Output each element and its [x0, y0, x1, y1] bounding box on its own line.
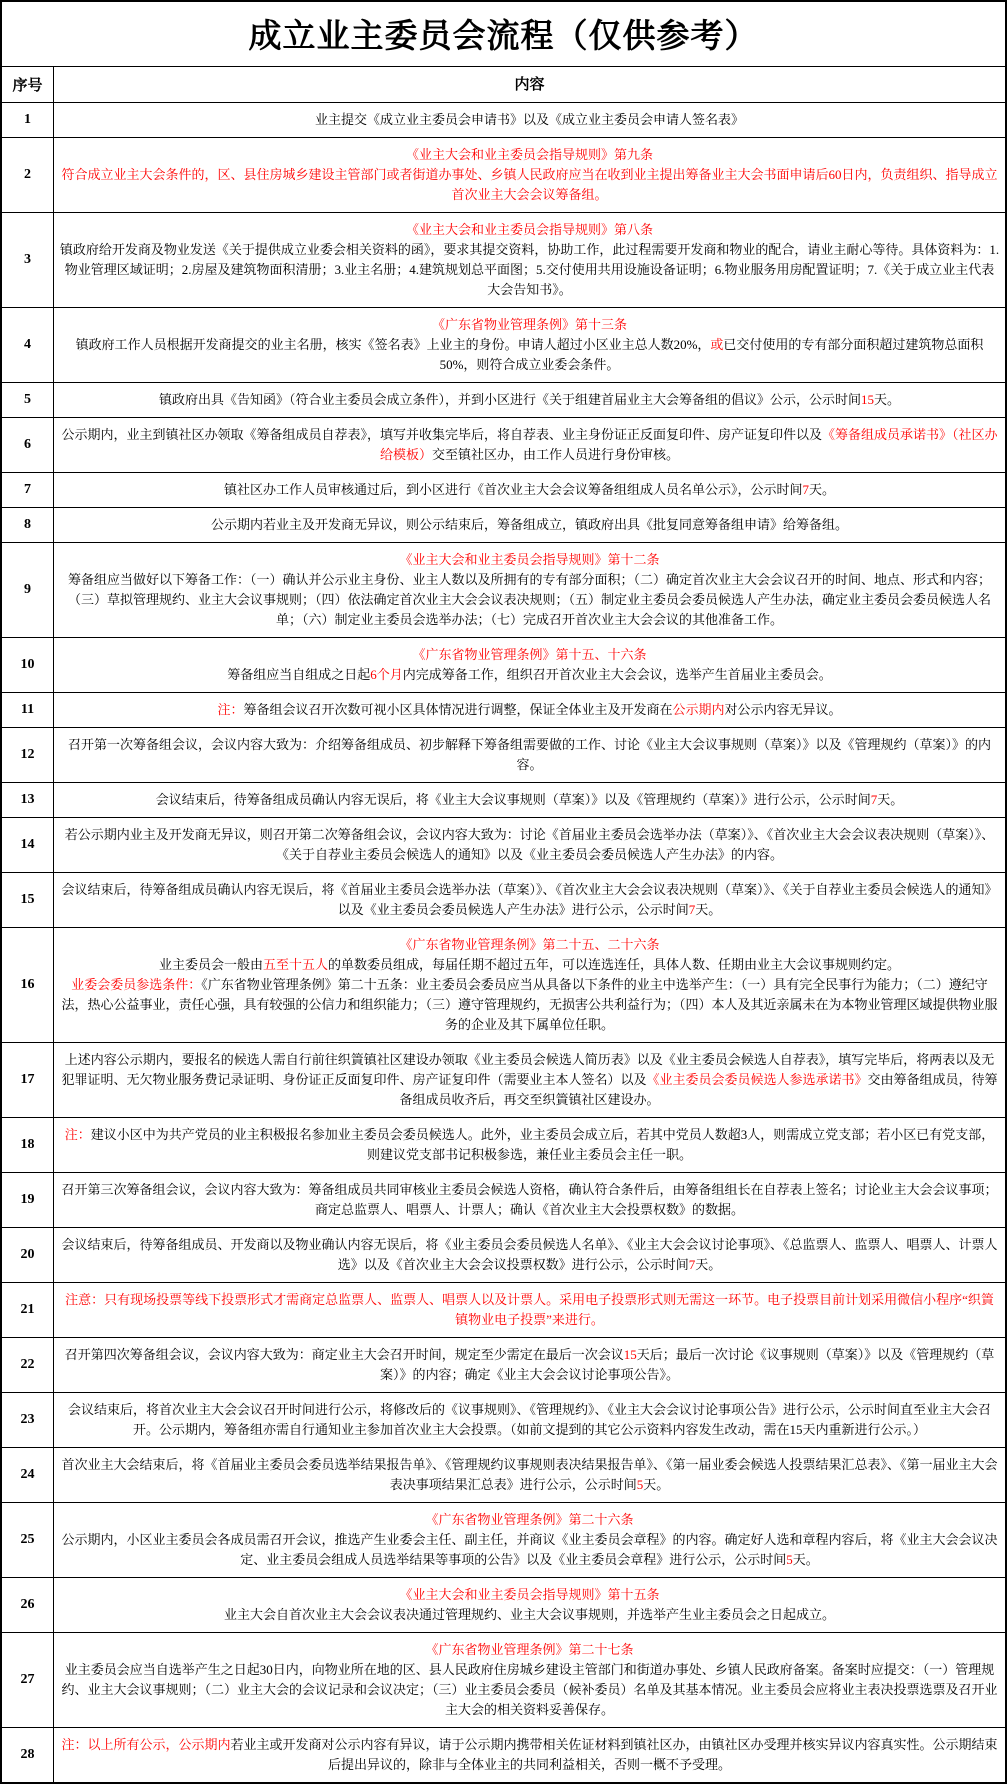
text-segment: 五至十五人	[262, 957, 328, 972]
row-number: 9	[2, 543, 54, 637]
row-number: 8	[2, 508, 54, 542]
row-paragraph	[59, 1400, 1000, 1440]
law-reference: 《业主大会和业主委员会指导规则》第十二条	[399, 552, 660, 567]
text-segment: 《广东省物业管理条例》第二十五条：业主委员会委员应当从具备以下条件的业主中选举产生：（一）具有完全民事行为能力；（二）遵纪守法，热心公益事业，责任心强，具有较强的公信力和组织能力；（三）遵守管理规约，无损害公共利益行为；（四）本人及其近亲属未在为本物业管理区域提供物业服务的企业及其下属单位任职。	[61, 977, 998, 1032]
row-content	[54, 1118, 1005, 1172]
row-number: 6	[2, 418, 54, 472]
row-number: 13	[2, 783, 54, 817]
row-content	[54, 1448, 1005, 1502]
text-segment: 天。	[792, 1552, 819, 1567]
row-content	[54, 508, 1005, 542]
law-reference: 《业主大会和业主委员会指导规则》第九条	[405, 147, 653, 162]
row-paragraph	[59, 955, 1000, 975]
text-segment: 注：	[217, 702, 244, 717]
row-number: 19	[2, 1173, 54, 1227]
text-segment: 对公示内容无异议。	[724, 702, 842, 717]
table-row	[2, 418, 1005, 473]
table-row	[2, 1448, 1005, 1503]
table-row	[2, 783, 1005, 818]
text-segment: 7	[870, 792, 878, 807]
table-row	[2, 1283, 1005, 1338]
table-row	[2, 638, 1005, 693]
row-number: 27	[2, 1633, 54, 1727]
row-paragraph	[59, 480, 1000, 500]
table-row	[2, 1228, 1005, 1283]
law-reference: 《广东省物业管理条例》第二十七条	[425, 1642, 634, 1657]
table-row	[2, 1338, 1005, 1393]
table-row	[2, 473, 1005, 508]
table-row	[2, 1043, 1005, 1118]
row-content	[54, 1503, 1005, 1577]
row-paragraph	[59, 975, 1000, 1035]
table-row	[2, 1633, 1005, 1728]
row-paragraph	[59, 240, 1000, 300]
row-number: 3	[2, 213, 54, 307]
row-content	[54, 1393, 1005, 1447]
row-number: 4	[2, 308, 54, 382]
row-number: 25	[2, 1503, 54, 1577]
table-row	[2, 818, 1005, 873]
row-content	[54, 1173, 1005, 1227]
row-paragraph	[59, 390, 1000, 410]
text-segment: 天。	[643, 1477, 670, 1492]
row-paragraph	[59, 335, 1000, 375]
text-segment: 会议结束后，待筹备组成员确认内容无误后，将《首届业主委员会选举办法（草案）》、《首次业主大会会议表决规则（草案）》、《关于自荐业主委员会候选人的通知》以及《业主委员会委员候选人产生办法》进行公示，公示时间	[61, 882, 998, 917]
table-row	[2, 1173, 1005, 1228]
row-content	[54, 783, 1005, 817]
row-number: 23	[2, 1393, 54, 1447]
text-segment: 注意：只有现场投票等线下投票形式才需商定总监票人、监票人、唱票人以及计票人。采用电子投票形式则无需这一环节。电子投票目前计划采用微信小程序“织篢镇物业电子投票”来进行。	[65, 1292, 994, 1327]
row-content	[54, 308, 1005, 382]
text-segment: 若公示期内业主及开发商无异议，则召开第二次筹备组会议，会议内容大致为：讨论《首届业主委员会选举办法（草案）》、《首次业主大会会议表决规则（草案）》、《关于自荐业主委员会候选人的通知》以及《业主委员会委员候选人产生办法》的内容。	[64, 827, 995, 862]
table-body	[2, 103, 1005, 1782]
table-row	[2, 728, 1005, 783]
text-segment: 镇社区办工作人员审核通过后，到小区进行《首次业主大会会议筹备组组成人员名单公示》，公示时间	[223, 482, 803, 497]
row-content	[54, 1578, 1005, 1632]
text-segment: 已交付使用的专有部分面积超过建筑物总面积50%，则符合成立业委会条件。	[439, 337, 984, 372]
row-content	[54, 693, 1005, 727]
text-segment: 交由筹备组成员，待筹备组成员收齐后，再交至织篢镇社区建设办。	[399, 1072, 998, 1107]
table-row	[2, 928, 1005, 1043]
row-paragraph	[59, 735, 1000, 775]
text-segment: 筹备组应当自组成之日起	[227, 667, 371, 682]
text-segment: 召开第一次筹备组会议，会议内容大致为：介绍筹备组成员、初步解释下筹备组需要做的工作、讨论《业主大会议事规则（草案）》以及《管理规约（草案）》的内容。	[67, 737, 991, 772]
row-content	[54, 1283, 1005, 1337]
row-content	[54, 1633, 1005, 1727]
text-segment: 天。	[877, 792, 904, 807]
text-segment: 注：以上所有公示，公示期内	[61, 1737, 231, 1752]
table-row	[2, 1503, 1005, 1578]
text-segment: 天。	[874, 392, 901, 407]
row-number: 20	[2, 1228, 54, 1282]
text-segment: 《筹备组成员承诺书》（社区办给模板）	[379, 427, 998, 462]
row-number: 17	[2, 1043, 54, 1117]
text-segment: 会议结束后，待筹备组成员确认内容无误后，将《业主大会议事规则（草案）》以及《管理规约（草案）》进行公示，公示时间	[155, 792, 871, 807]
table-row	[2, 1728, 1005, 1782]
row-paragraph	[59, 1235, 1000, 1275]
row-paragraph	[59, 790, 1000, 810]
row-paragraph	[59, 1345, 1000, 1385]
row-content	[54, 383, 1005, 417]
table-row	[2, 138, 1005, 213]
row-paragraph	[59, 425, 1000, 465]
row-paragraph	[59, 1180, 1000, 1220]
row-paragraph	[59, 1125, 1000, 1165]
row-number: 15	[2, 873, 54, 927]
row-number: 21	[2, 1283, 54, 1337]
text-segment: 符合成立业主大会条件的，区、县住房城乡建设主管部门或者街道办事处、乡镇人民政府应当在收到业主提出筹备业主大会书面申请后60日内，负责组织、指导成立首次业主大会会议筹备组。	[61, 167, 998, 202]
row-number: 16	[2, 928, 54, 1042]
text-segment: 业委会委员参选条件：	[71, 977, 202, 992]
row-paragraph	[59, 1050, 1000, 1110]
row-paragraph	[59, 1530, 1000, 1570]
row-content	[54, 418, 1005, 472]
table-row	[2, 103, 1005, 138]
text-segment: 注：	[64, 1127, 91, 1142]
text-segment: 镇政府给开发商及物业发送《关于提供成立业委会相关资料的函》，要求其提交资料，协助工作，此过程需要开发商和物业的配合，请业主耐心等待。具体资料为：1.物业管理区域证明；2.房屋及建筑物面积清册；3.业主名册；4.建筑规划总平面图；5.交付使用共用设施设备证明；6.物业服务用房配置证明；7.《关于成立业主代表大会告知书》。	[59, 242, 1000, 297]
row-content	[54, 873, 1005, 927]
row-content	[54, 473, 1005, 507]
text-segment: 或	[710, 337, 724, 352]
row-content	[54, 638, 1005, 692]
text-segment: 首次业主大会结束后，将《首届业主委员会委员选举结果报告单》、《管理规约议事规则表决结果报告单》、《第一届业委会候选人投票结果汇总表》、《第一届业主大会表决事项结果汇总表》进行公示，公示时间	[61, 1457, 998, 1492]
table-row	[2, 543, 1005, 638]
law-reference: 《广东省物业管理条例》第二十六条	[425, 1512, 634, 1527]
text-segment: 若业主或开发商对公示内容有异议，请于公示期内携带相关佐证材料到镇社区办，由镇社区办受理并核实异议内容真实性。公示期结束后提出异议的，除非与全体业主的共同利益相关，否则一概不予受理。	[230, 1737, 998, 1772]
law-reference: 《业主大会和业主委员会指导规则》第八条	[405, 222, 653, 237]
text-segment: 召开第四次筹备组会议，会议内容大致为：商定业主大会召开时间，规定至少需定在最后一次会议	[64, 1347, 624, 1362]
text-segment: 公示期内	[672, 702, 725, 717]
text-segment: 天。	[695, 1257, 722, 1272]
page-title: 成立业主委员会流程（仅供参考）	[2, 2, 1005, 67]
row-content	[54, 1228, 1005, 1282]
text-segment: 7	[688, 902, 696, 917]
law-reference: 《广东省物业管理条例》第十三条	[431, 317, 627, 332]
row-content	[54, 928, 1005, 1042]
text-segment: 镇政府工作人员根据开发商提交的业主名册，核实《签名表》上业主的身份。申请人超过小区业主总人数20%，	[75, 337, 711, 352]
row-number: 28	[2, 1728, 54, 1782]
text-segment: 的单数委员组成，每届任期不超过五年，可以连选连任，具体人数、任期由业主大会议事规则约定。	[328, 957, 901, 972]
text-segment: 公示期内，小区业主委员会各成员需召开会议，推选产生业委会主任、副主任，并商议《业主委员会章程》的内容。确定好人选和章程内容后，将《业主大会会议决定、业主委员会组成人员选举结果等事项的公告》以及《业主委员会章程》进行公示，公示时间	[61, 1532, 998, 1567]
row-number: 7	[2, 473, 54, 507]
table-row	[2, 1118, 1005, 1173]
text-segment: 上述内容公示期内，要报名的候选人需自行前往织篢镇社区建设办领取《业主委员会候选人简历表》以及《业主委员会候选人自荐表》，填写完毕后，将两表以及无犯罪证明、无欠物业服务费记录证明、身份证正反面复印件、房产证复印件（需要业主本人签名）以及	[61, 1052, 995, 1087]
text-segment: 业主大会自首次业主大会会议表决通过管理规约、业主大会议事规则，并选举产生业主委员会之日起成立。	[223, 1607, 835, 1622]
table-row	[2, 1578, 1005, 1633]
text-segment: 镇政府出具《告知函》（符合业主委员会成立条件），并到小区进行《关于组建首届业主大会筹备组的倡议》公示，公示时间	[158, 392, 861, 407]
text-segment: 会议结束后，将首次业主大会会议召开时间进行公示，将修改后的《议事规则》、《管理规约》、《业主大会会议讨论事项公告》进行公示，公示时间直至业主大会召开。公示期内，筹备组亦需自行通知业主参加首次业主大会投票。（如前文提到的其它公示资料内容发生改动，需在15天内重新进行公示。）	[67, 1402, 991, 1437]
text-segment: 业主委员会一般由	[158, 957, 263, 972]
row-number: 14	[2, 818, 54, 872]
law-reference: 《广东省物业管理条例》第十五、十六条	[412, 647, 647, 662]
row-number: 24	[2, 1448, 54, 1502]
text-segment: 业主提交《成立业主委员会申请书》以及《成立业主委员会申请人签名表》	[314, 112, 744, 127]
table-row	[2, 693, 1005, 728]
row-content	[54, 543, 1005, 637]
row-paragraph	[59, 1605, 1000, 1625]
row-paragraph	[59, 110, 1000, 130]
column-header-number: 序号	[2, 67, 54, 102]
text-segment: 会议结束后，待筹备组成员、开发商以及物业确认内容无误后，将《业主委员会委员候选人名单》、《业主大会会议讨论事项》、《总监票人、监票人、唱票人、计票人选》以及《首次业主大会会议投票权数》进行公示，公示时间	[61, 1237, 998, 1272]
row-paragraph	[59, 700, 1000, 720]
column-header-content: 内容	[514, 76, 545, 93]
row-paragraph	[59, 880, 1000, 920]
table-row	[2, 308, 1005, 383]
text-segment: 内完成筹备工作，组织召开首次业主大会会议，选举产生首届业主委员会。	[402, 667, 832, 682]
row-paragraph	[59, 570, 1000, 630]
text-segment: 5	[786, 1552, 793, 1567]
text-segment: 15	[623, 1347, 637, 1362]
row-content	[54, 138, 1005, 212]
text-segment: 交至镇社区办，由工作人员进行身份审核。	[432, 447, 680, 462]
text-segment: 6个月	[370, 667, 403, 682]
row-paragraph	[59, 165, 1000, 205]
row-content	[54, 213, 1005, 307]
text-segment: 天后；最后一次讨论《议事规则（草案）》以及《管理规约（草案）》的内容；确定《业主大会会议讨论事项公告》。	[379, 1347, 995, 1382]
text-segment: 筹备组会议召开次数可视小区具体情况进行调整，保证全体业主及开发商在	[243, 702, 673, 717]
row-number: 22	[2, 1338, 54, 1392]
table-row	[2, 383, 1005, 418]
text-segment: 7	[802, 482, 809, 497]
text-segment: 《业主委员会委员候选人参选承诺书》	[646, 1072, 868, 1087]
row-number: 11	[2, 693, 54, 727]
row-paragraph	[59, 665, 1000, 685]
row-number: 18	[2, 1118, 54, 1172]
row-number: 1	[2, 103, 54, 137]
row-content	[54, 1043, 1005, 1117]
text-segment: 天。	[809, 482, 836, 497]
text-segment: 建议小区中为共产党员的业主积极报名参加业主委员会委员候选人。此外，业主委员会成立后，若其中党员人数超3人，则需成立党支部；若小区已有党支部，则建议党支部书记积极参选，兼任业主委员会主任一职。	[90, 1127, 995, 1162]
row-content	[54, 103, 1005, 137]
row-paragraph	[59, 1290, 1000, 1330]
table-row	[2, 873, 1005, 928]
row-content	[54, 1338, 1005, 1392]
row-content	[54, 728, 1005, 782]
text-segment: 公示期内，业主到镇社区办领取《筹备组成员自荐表》，填写并收集完毕后，将自荐表、业主身份证正反面复印件、房产证复印件以及	[61, 427, 822, 442]
text-segment: 15	[861, 392, 874, 407]
text-segment: 7	[688, 1257, 696, 1272]
text-segment: 5	[636, 1477, 644, 1492]
table-row	[2, 1393, 1005, 1448]
row-paragraph	[59, 515, 1000, 535]
law-reference: 《广东省物业管理条例》第二十五、二十六条	[399, 937, 660, 952]
table-row	[2, 508, 1005, 543]
text-segment: 公示期内若业主及开发商无异议，则公示结束后，筹备组成立，镇政府出具《批复同意筹备组申请》给筹备组。	[210, 517, 848, 532]
row-paragraph	[59, 1660, 1000, 1720]
row-paragraph	[59, 825, 1000, 865]
row-content	[54, 1728, 1005, 1782]
row-paragraph	[59, 1455, 1000, 1495]
text-segment: 召开第三次筹备组会议，会议内容大致为：筹备组成员共同审核业主委员会候选人资格，确认符合条件后，由筹备组组长在自荐表上签名；讨论业主大会会议事项；商定总监票人、唱票人、计票人；确认《首次业主大会投票权数》的数据。	[61, 1182, 998, 1217]
text-segment: 天。	[695, 902, 722, 917]
row-paragraph	[59, 1735, 1000, 1775]
law-reference: 《业主大会和业主委员会指导规则》第十五条	[399, 1587, 660, 1602]
table-header	[2, 67, 1005, 103]
row-number: 10	[2, 638, 54, 692]
row-number: 2	[2, 138, 54, 212]
row-number: 26	[2, 1578, 54, 1632]
text-segment: 业主委员会应当自选举产生之日起30日内，向物业所在地的区、县人民政府住房城乡建设主管部门和街道办事处、乡镇人民政府备案。备案时应提交：（一）管理规约、业主大会议事规则；（二）业主大会的会议记录和会议决定；（三）业主委员会委员（候补委员）名单及其基本情况。业主委员会应将业主表决投票选票及召开业主大会的相关资料妥善保存。	[61, 1662, 998, 1717]
row-number: 5	[2, 383, 54, 417]
text-segment: 筹备组应当做好以下筹备工作：（一）确认并公示业主身份、业主人数以及所拥有的专有部分面积；（二）确定首次业主大会会议召开的时间、地点、形式和内容；（三）草拟管理规约、业主大会议事规则；（四）依法确定首次业主大会会议表决规则；（五）制定业主委员会委员候选人产生办法，确定业主委员会委员候选人名单；（六）制定业主委员会选举办法；（七）完成召开首次业主大会会议的其他准备工作。	[67, 572, 991, 627]
row-number: 12	[2, 728, 54, 782]
table-row	[2, 213, 1005, 308]
row-content	[54, 818, 1005, 872]
